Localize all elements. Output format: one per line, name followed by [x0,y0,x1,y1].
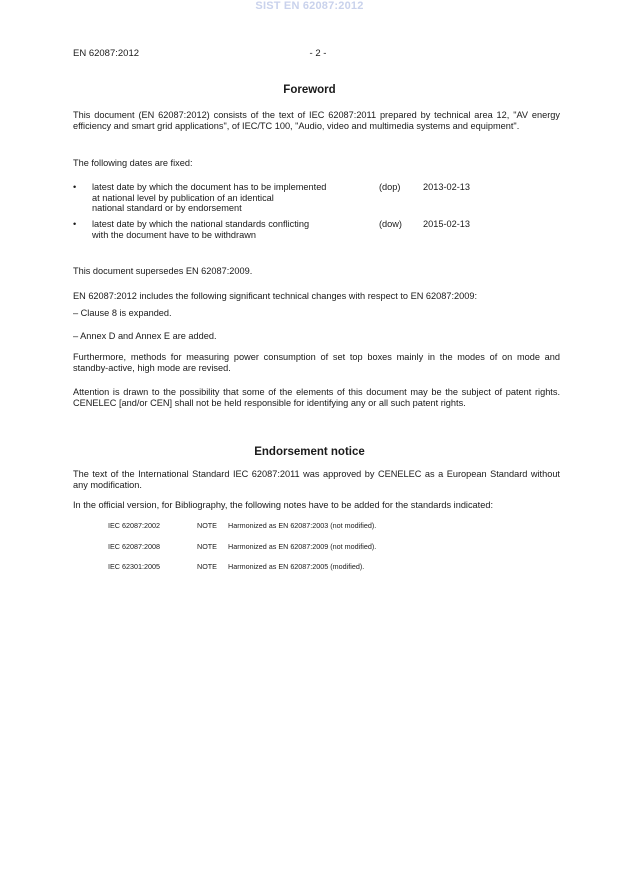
date-item-line: latest date by which the document has to be implemented [92,182,327,192]
bullet-dow: • [73,219,77,229]
header-page-number: - 2 - [309,48,327,59]
date-item-dow [92,219,367,240]
date-item-line: with the document have to be withdrawn [92,229,256,240]
supersedes-text: This document supersedes EN 62087:2009. [73,266,253,276]
bullet-dop: • [73,182,77,192]
header-doc-id: EN 62087:2012 [73,48,140,59]
note-label: NOTE [197,562,217,571]
official-version-text: In the official version, for Bibliography, the following notes have to be added for the standards indicated: [73,500,493,510]
note-standard: IEC 62087:2002 [108,521,160,530]
changes-intro: EN 62087:2012 includes the following significant technical changes with respect to EN 62087:2009: [73,291,477,301]
date-code-dow: (dow) [379,219,402,229]
date-item-line: at national level by publication of an identical [92,192,274,203]
foreword-title: Foreword [283,84,336,96]
note-label: NOTE [197,521,217,530]
watermark: SIST EN 62087:2012 [255,0,364,12]
change-item-1: – Clause 8 is expanded. [73,308,172,318]
note-text: Harmonized as EN 62087:2005 (modified). [228,562,365,571]
date-code-dop: (dop) [379,182,401,192]
furthermore-text: Furthermore, methods for measuring power consumption of set top boxes mainly in the modes of on mode and standby-active, high mode are revised. [73,352,560,373]
date-item-line: latest date by which the national standards conflicting [92,219,310,229]
foreword-intro: This document (EN 62087:2012) consists of the text of IEC 62087:2011 prepared by technical area 12, "AV energy efficiency and smart grid applications", of IEC/TC 100, "Audio, video and multimedia systems and equipment". [73,110,560,131]
date-value-dow: 2015-02-13 [423,219,470,229]
note-label: NOTE [197,542,217,551]
note-standard: IEC 62087:2008 [108,542,160,551]
note-text: Harmonized as EN 62087:2003 (not modified). [228,521,377,530]
note-text: Harmonized as EN 62087:2009 (not modified). [228,542,377,551]
date-item-dop [92,182,367,214]
endorsement-title: Endorsement notice [254,446,365,458]
date-value-dop: 2013-02-13 [423,182,470,192]
change-item-2: – Annex D and Annex E are added. [73,331,217,341]
note-standard: IEC 62301:2005 [108,562,160,571]
date-item-line: national standard or by endorsement [92,203,242,214]
endorsement-text: The text of the International Standard IEC 62087:2011 was approved by CENELEC as a European Standard without any modification. [73,469,560,490]
attention-text: Attention is drawn to the possibility that some of the elements of this document may be the subject of patent rights. CENELEC [and/or CEN] shall not be held responsible for identifying any or all such patent rights. [73,387,560,408]
dates-intro: The following dates are fixed: [73,158,193,168]
